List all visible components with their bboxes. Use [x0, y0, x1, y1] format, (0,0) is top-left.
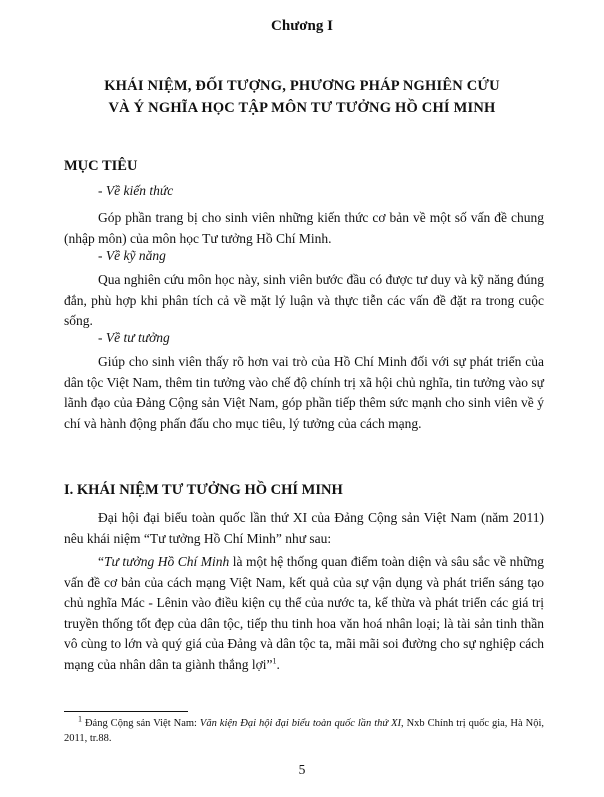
footnote-divider	[64, 711, 188, 712]
chapter-label: Chương I	[271, 18, 333, 34]
section-1-heading: I. KHÁI NIỆM TƯ TƯỞNG HỒ CHÍ MINH	[64, 482, 343, 498]
skills-label: - Về kỹ năng	[98, 248, 166, 263]
footnote-publisher: , Nxb Chính trị quốc gia, Hà Nội, 2011, tr.88.	[64, 718, 544, 744]
chapter-title	[60, 75, 544, 119]
quote-body: là một hệ thống quan điểm toàn diện và sâu sắc về những vấn đề cơ bản của cách mạng Việt Nam, kết quả của sự vận dụng và phát triển sáng tạo chủ nghĩa Mác - Lênin vào điều kiện cụ thể của nước ta, kế thừa và phát triển các giá trị truyền thống tốt đẹp của dân tộc, tiếp thu tinh hoa văn hoá nhân loại; là tài sản tinh thần vô cùng to lớn và quý giá của Đảng và dân tộc ta, mãi mãi soi đường cho sự nghiệp cách mạng của nhân dân ta giành thắng lợi”	[64, 554, 544, 672]
footnote-reference[interactable]: 1	[272, 656, 277, 665]
quote-term: Tư tưởng Hồ Chí Minh	[104, 554, 230, 569]
skills-paragraph: Qua nghiên cứu môn học này, sinh viên bước đầu có được tư duy và kỹ năng đúng đắn, phù hợp khi phân tích cả về mặt lý luận và thực tiễn các vấn đề đặt ra trong cuộc sống.	[64, 272, 544, 328]
ideology-paragraph: Giúp cho sinh viên thấy rõ hơn vai trò của Hồ Chí Minh đối với sự phát triển của dân tộc Việt Nam, thêm tin tưởng vào chế độ chính trị xã hội chủ nghĩa, tin tưởng vào sự lãnh đạo của Đảng Cộng sản Việt Nam, góp phần tiếp thêm sức mạnh cho sinh viên về ý chí và hành động phấn đấu cho mục tiêu, lý tưởng của cách mạng.	[64, 354, 544, 431]
knowledge-label: - Về kiến thức	[98, 183, 174, 198]
quote-open-mark: “	[98, 554, 104, 569]
ideology-label: - Về tư tưởng	[98, 330, 170, 345]
quote-end: .	[276, 656, 280, 672]
page-number: 5	[298, 762, 306, 777]
footnote	[64, 716, 544, 746]
chapter-title-line-1: KHÁI NIỆM, ĐỐI TƯỢNG, PHƯƠNG PHÁP NGHIÊN CỨU	[104, 78, 500, 94]
definition-quote	[64, 552, 544, 675]
knowledge-paragraph: Góp phần trang bị cho sinh viên những kiến thức cơ bản về một số vấn đề chung (nhập môn) của môn học Tư tưởng Hồ Chí Minh.	[64, 210, 544, 246]
footnote-author: Đảng Cộng sản Việt Nam:	[82, 718, 200, 729]
chapter-title-line-2: VÀ Ý NGHĨA HỌC TẬP MÔN TƯ TƯỞNG HỒ CHÍ MINH	[108, 100, 496, 116]
section-1-intro: Đại hội đại biểu toàn quốc lần thứ XI của Đảng Cộng sản Việt Nam (năm 2011) nêu khái niệm “Tư tưởng Hồ Chí Minh” như sau:	[64, 510, 544, 546]
footnote-source-title: Văn kiện Đại hội đại biểu toàn quốc lần thứ XI	[199, 718, 401, 729]
footnote-number: 1	[78, 714, 82, 724]
objectives-heading: MỤC TIÊU	[64, 158, 138, 174]
